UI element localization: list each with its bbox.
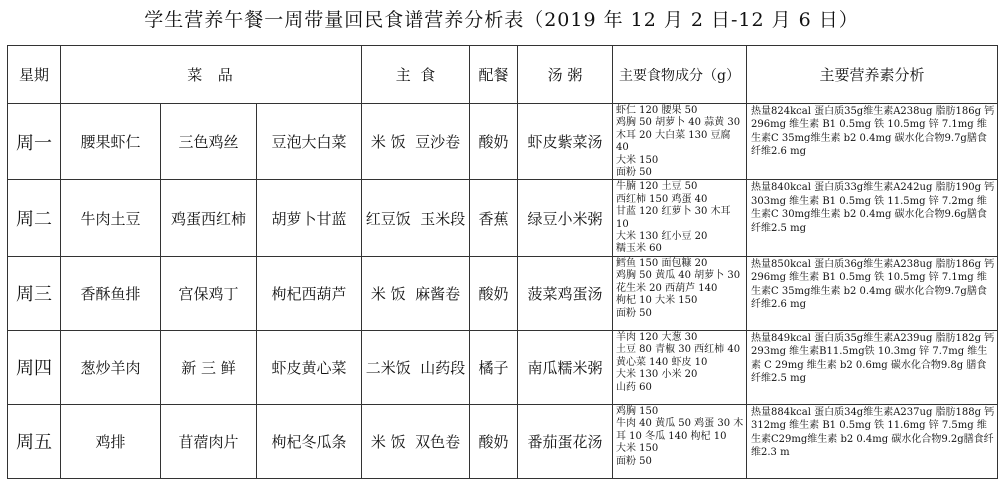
side-cell: 酸奶	[470, 256, 518, 330]
ingredients-cell: 虾仁 120 腰果 50 鸡胸 50 胡萝卜 40 蒜黄 30 木耳 20 大白菜 130 豆腐 40 大米 150 面粉 50	[613, 104, 747, 180]
table-row	[8, 180, 998, 256]
ingredients-cell: 牛腩 120 土豆 50 西红柿 150 鸡蛋 40 甘蓝 120 红萝卜 30 木耳 10 大米 130 红小豆 20 糯玉米 60	[613, 180, 747, 256]
header-staple: 主 食	[362, 46, 470, 104]
dish-cell: 豆泡大白菜	[257, 104, 362, 180]
table-row	[8, 104, 998, 180]
ingredients-cell: 鳕鱼 150 面包糠 20 鸡胸 50 黄瓜 40 胡萝卜 30 花生米 20 西葫芦 140 枸杞 10 大米 150 面粉 50	[613, 256, 747, 330]
staple-cell: 二米饭 山药段	[362, 330, 470, 404]
staple-cell: 米 饭 麻酱卷	[362, 256, 470, 330]
soup-cell: 菠菜鸡蛋汤	[518, 256, 613, 330]
dish-cell: 苜蓿肉片	[161, 404, 257, 478]
dish-cell: 新 三 鲜	[161, 330, 257, 404]
staple-cell: 米 饭 双色卷	[362, 404, 470, 478]
soup-cell: 南瓜糯米粥	[518, 330, 613, 404]
side-cell: 橘子	[470, 330, 518, 404]
staple-cell: 红豆饭 玉米段	[362, 180, 470, 256]
staple-cell: 米 饭 豆沙卷	[362, 104, 470, 180]
side-cell: 香蕉	[470, 180, 518, 256]
day-cell: 周四	[8, 330, 61, 404]
dish-cell: 牛肉土豆	[61, 180, 161, 256]
header-nutrients: 主要营养素分析	[747, 46, 998, 104]
dish-cell: 胡萝卜甘蓝	[257, 180, 362, 256]
day-cell: 周五	[8, 404, 61, 478]
nutrients-cell: 热量824kcal 蛋白质35g维生素A238ug 脂肪186g 钙 296mg 维生素 B1 0.5mg 铁 10.5mg 锌 7.1mg 维生素C 35mg维生素 b2 0.4mg 碳水化合物9.7g膳食纤维2.6 mg	[747, 104, 998, 180]
ingredients-cell: 鸡胸 150 牛肉 40 黄瓜 50 鸡蛋 30 木耳 10 冬瓜 140 枸杞 10 大米 150 面粉 50	[613, 404, 747, 478]
side-cell: 酸奶	[470, 404, 518, 478]
header-soup: 汤 粥	[518, 46, 613, 104]
dish-cell: 香酥鱼排	[61, 256, 161, 330]
header-side: 配餐	[470, 46, 518, 104]
table-row	[8, 256, 998, 330]
dish-cell: 宫保鸡丁	[161, 256, 257, 330]
header-dishes: 菜 品	[61, 46, 362, 104]
page-title: 学生营养午餐一周带量回民食谱营养分析表（2019 年 12 月 2 日-12 月 6 日）	[144, 9, 859, 31]
header-row	[8, 46, 998, 104]
menu-nutrition-table	[7, 45, 998, 479]
nutrients-cell: 热量840kcal 蛋白质33g维生素A242ug 脂肪190g 钙 303mg 维生素 B1 0.5mg 铁 11.5mg 锌 7.2mg 维生素C 30mg维生素 b2 0.4mg 碳水化合物9.6g膳食纤维2.5 mg	[747, 180, 998, 256]
soup-cell: 绿豆小米粥	[518, 180, 613, 256]
nutrients-cell: 热量849kcal 蛋白质35g维生素A239ug 脂肪182g 钙 293mg 维生素B11.5mg铁 10.3mg 锌 7.7mg 维生素 C 29mg 维生素 b2 0.6mg 碳水化合物9.8g 膳食纤维2.5 mg	[747, 330, 998, 404]
day-cell: 周二	[8, 180, 61, 256]
nutrients-cell: 热量884kcal 蛋白质34g维生素A237ug 脂肪188g 钙 312mg 维生素 B1 0.5mg 铁 11.6mg 锌 7.5mg 维生素C29mg维生素 b2 0.4mg 碳水化合物9.2g膳食纤维2.3 m	[747, 404, 998, 478]
dish-cell: 枸杞冬瓜条	[257, 404, 362, 478]
dish-cell: 鸡蛋西红柿	[161, 180, 257, 256]
soup-cell: 虾皮紫菜汤	[518, 104, 613, 180]
dish-cell: 三色鸡丝	[161, 104, 257, 180]
day-cell: 周三	[8, 256, 61, 330]
dish-cell: 虾皮黄心菜	[257, 330, 362, 404]
header-day: 星期	[8, 46, 61, 104]
day-cell: 周一	[8, 104, 61, 180]
side-cell: 酸奶	[470, 104, 518, 180]
dish-cell: 葱炒羊肉	[61, 330, 161, 404]
table-row	[8, 404, 998, 478]
ingredients-cell: 羊肉 120 大葱 30 土豆 80 青椒 30 西红柿 40 黄心菜 140 虾皮 10 大米 130 小米 20 山药 60	[613, 330, 747, 404]
soup-cell: 番茄蛋花汤	[518, 404, 613, 478]
nutrients-cell: 热量850kcal 蛋白质36g维生素A238ug 脂肪186g 钙 296mg 维生素 B1 0.5mg 铁 10.5mg 锌 7.1mg 维生素C 35mg维生素 b2 0.4mg 碳水化合物9.7g膳食纤维2.6 mg	[747, 256, 998, 330]
header-ingredients: 主要食物成分（g）	[613, 46, 747, 104]
dish-cell: 鸡排	[61, 404, 161, 478]
dish-cell: 腰果虾仁	[61, 104, 161, 180]
dish-cell: 枸杞西葫芦	[257, 256, 362, 330]
table-row	[8, 330, 998, 404]
